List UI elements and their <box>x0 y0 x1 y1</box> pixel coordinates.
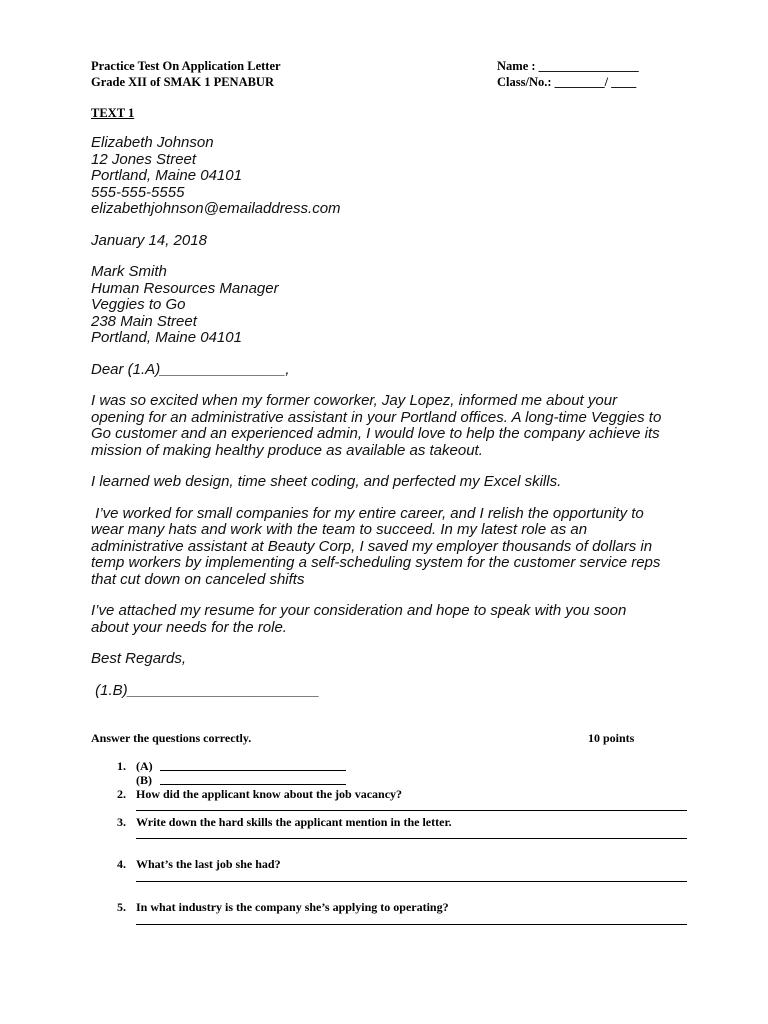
worksheet-title: Practice Test On Application Letter <box>91 59 281 73</box>
answer-blank[interactable] <box>136 810 687 811</box>
class-number-field[interactable]: Class/No.: ________/ ____ <box>497 75 637 89</box>
paragraph-line: wear many hats and work with the team to succeed. In my latest role as an <box>91 521 588 538</box>
sender-street: 12 Jones Street <box>91 150 197 168</box>
paragraph-line: that cut down on canceled shifts <box>91 570 305 588</box>
points-label: 10 points <box>588 731 635 745</box>
question-number: 3. <box>117 815 126 829</box>
paragraph-2 <box>91 474 731 491</box>
paragraph-line: about your needs for the role. <box>91 618 287 636</box>
recipient-city: Portland, Maine 04101 <box>91 329 242 346</box>
paragraph-line: I’ve worked for small companies for my entire career, and I relish the opportunity to <box>91 504 644 522</box>
question-text: How did the applicant know about the job vacancy? <box>136 787 403 801</box>
sender-name: Elizabeth Johnson <box>91 134 214 151</box>
recipient-name: Mark Smith <box>91 263 167 280</box>
sender-email: elizabethjohnson@emailaddress.com <box>91 200 341 217</box>
paragraph-line: I learned web design, time sheet coding, and perfected my Excel skills. <box>91 473 562 490</box>
sender-block <box>91 135 731 218</box>
paragraph-line: mission of making healthy produce as available as takeout. <box>91 441 483 459</box>
paragraph-line: Go customer and an experienced admin, I would love to help the company achieve its <box>91 425 660 442</box>
question-number: 5. <box>117 900 126 914</box>
answer-blank-a[interactable] <box>160 770 346 771</box>
answer-blank[interactable] <box>136 924 687 925</box>
closing: Best Regards, <box>91 650 187 667</box>
sender-phone: 555-555-5555 <box>91 183 185 201</box>
answer-blank-b[interactable] <box>160 784 346 785</box>
question-number: 1. <box>117 759 126 773</box>
question-text: What’s the last job she had? <box>136 857 281 871</box>
answer-blank[interactable] <box>136 881 687 882</box>
paragraph-3 <box>91 506 731 589</box>
worksheet-subtitle: Grade XII of SMAK 1 PENABUR <box>91 75 274 89</box>
recipient-block <box>91 264 731 347</box>
paragraph-line: I’ve attached my resume for your consideration and hope to speak with you soon <box>91 602 627 619</box>
name-field[interactable]: Name : ________________ <box>497 59 639 73</box>
question-text: Write down the hard skills the applicant mention in the letter. <box>136 815 452 829</box>
recipient-title: Human Resources Manager <box>91 279 279 297</box>
paragraph-line: opening for an administrative assistant in your Portland offices. A long-time Veggies to <box>91 408 662 426</box>
answer-label-a: (A) <box>136 759 153 773</box>
paragraph-line: I was so excited when my former coworker, Jay Lopez, informed me about your <box>91 392 618 409</box>
paragraph-line: temp workers by implementing a self-scheduling system for the customer service reps <box>91 554 661 571</box>
sender-city: Portland, Maine 04101 <box>91 167 242 184</box>
application-letter <box>91 135 731 699</box>
recipient-street: 238 Main Street <box>91 312 197 330</box>
instruction: Answer the questions correctly. <box>91 731 252 745</box>
question-number: 2. <box>117 787 126 801</box>
recipient-company: Veggies to Go <box>91 296 186 313</box>
salutation: Dear (1.A)_______________, <box>91 360 290 378</box>
answer-label-b: (B) <box>136 773 152 787</box>
signature-blank[interactable]: (1.B)_______________________ <box>91 681 320 699</box>
question-text: In what industry is the company she’s applying to operating? <box>136 900 449 914</box>
letter-date: January 14, 2018 <box>91 231 207 249</box>
answer-blank[interactable] <box>136 838 687 839</box>
paragraph-1 <box>91 393 731 459</box>
paragraph-4 <box>91 603 731 636</box>
question-number: 4. <box>117 857 126 871</box>
paragraph-line: administrative assistant at Beauty Corp, I saved my employer thousands of dollars in <box>91 537 653 555</box>
section-label: TEXT 1 <box>91 106 135 120</box>
